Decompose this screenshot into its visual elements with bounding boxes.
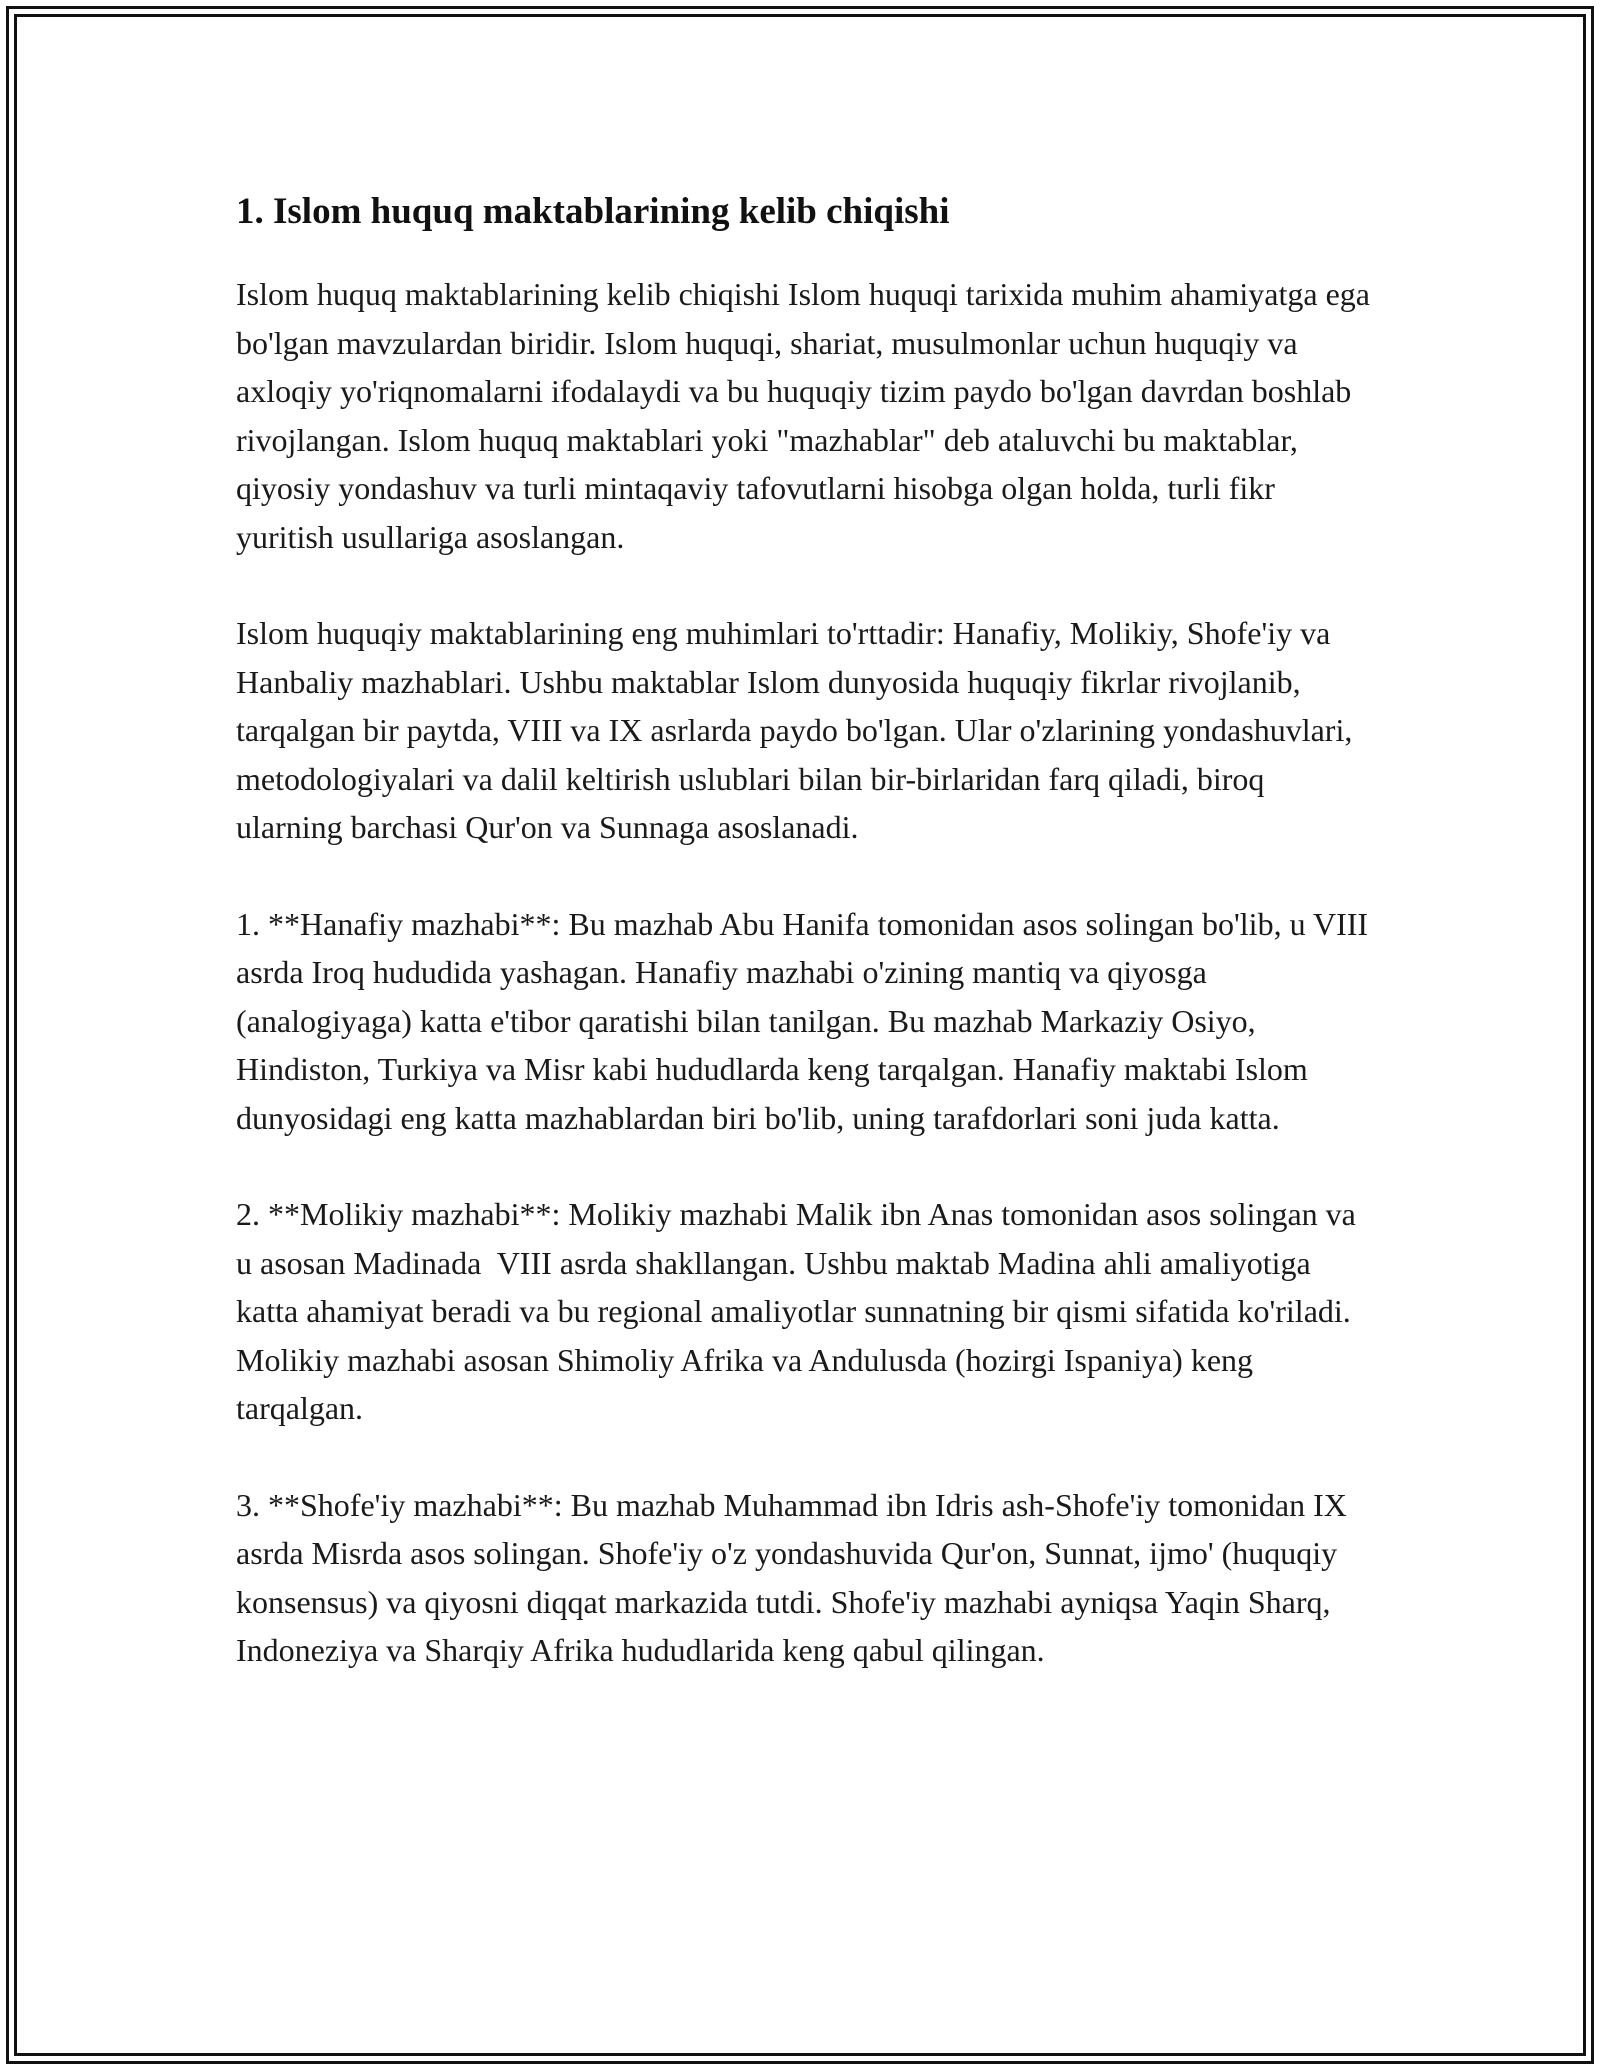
paragraph-intro: Islom huquq maktablarining kelib chiqishi Islom huquqi tarixida muhim ahamiyatga ega bo'lgan mavzulardan biridir. Islom huquqi, shariat, musulmonlar uchun huquqiy va axloqiy yo'riqnomalarni ifodalaydi va bu huquqiy tizim paydo bo'lgan davrdan boshlab rivojlangan. Islom huquq maktablari yoki "mazhablar" deb ataluvchi bu maktablar, qiyosiy yondashuv va turli mintaqaviy tafovutlarni hisobga olgan holda, turli fikr yuritish usullariga asoslangan. (236, 276, 1378, 555)
document-body (236, 186, 1376, 1723)
paragraph-shofeiy: 3. **Shofe'iy mazhabi**: Bu mazhab Muhammad ibn Idris ash-Shofe'iy tomonidan IX asrda Misrda asos solingan. Shofe'iy o'z yondashuvida Qur'on, Sunnat, ijmo' (huquqiy konsensus) va qiyosni diqqat markazida tutdi. Shofe'iy mazhabi ayniqsa Yaqin Sharq, Indoneziya va Sharqiy Afrika hududlarida keng qabul qilingan. (236, 1486, 1355, 1668)
paragraph-molikiy: 2. **Molikiy mazhabi**: Molikiy mazhabi Malik ibn Anas tomonidan asos solingan va u asosan Madinada VIII asrda shakllangan. Ushbu maktab Madina ahli amaliyotiga katta ahamiyat beradi va bu regional amaliyotlar sunnatning bir qismi sifatida ko'riladi. Molikiy mazhabi asosan Shimoliy Afrika va Andulusda (hozirgi Ispaniya) keng tarqalgan. (236, 1196, 1364, 1426)
paragraph-hanafiy: 1. **Hanafiy mazhabi**: Bu mazhab Abu Hanifa tomonidan asos solingan bo'lib, u VIII asrda Iroq hududida yashagan. Hanafiy mazhabi o'zining mantiq va qiyosga (analogiyaga) katta e'tibor qaratishi bilan tanilgan. Bu mazhab Markaziy Osiyo, Hindiston, Turkiya va Misr kabi hududlarda keng tarqalgan. Hanafiy maktabi Islom dunyosidagi eng katta mazhablardan biri bo'lib, uning tarafdorlari soni juda katta. (236, 905, 1377, 1136)
paragraph-four-schools: Islom huquqiy maktablarining eng muhimlari to'rttadir: Hanafiy, Molikiy, Shofe'iy va Hanbaliy mazhablari. Ushbu maktablar Islom dunyosida huquqiy fikrlar rivojlanib, tarqalgan bir paytda, VIII va IX asrlarda paydo bo'lgan. Ular o'zlarining yondashuvlari, metodologiyalari va dalil keltirish uslublari bilan bir-birlaridan farq qiladi, biroq ularning barchasi Qur'on va Sunnaga asoslanadi. (236, 615, 1361, 845)
document-heading: 1. Islom huquq maktablarining kelib chiqishi (236, 191, 950, 232)
